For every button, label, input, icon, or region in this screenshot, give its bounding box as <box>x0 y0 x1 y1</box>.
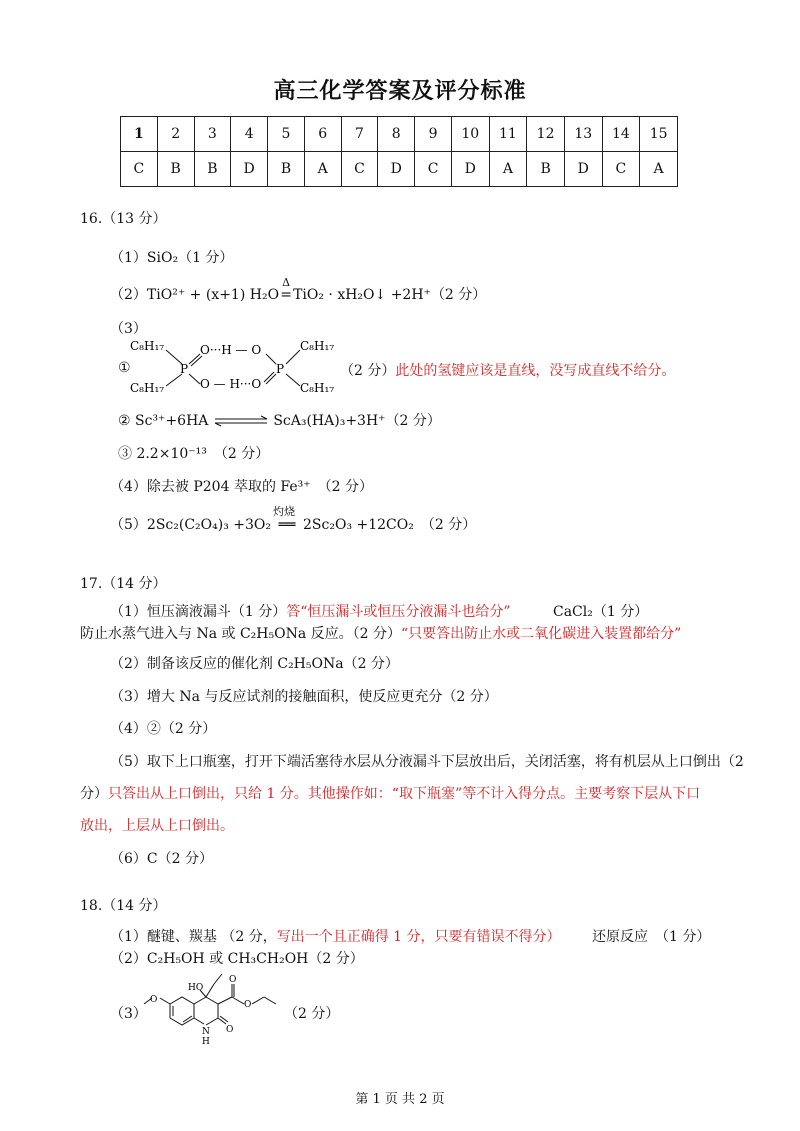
q16-part2-prefix: （2） <box>110 287 147 303</box>
q18-line3-score: （2 分） <box>284 1006 340 1022</box>
question-number-cell: 3 <box>194 117 231 152</box>
answer-cell: C <box>415 152 452 187</box>
question-number-cell: 4 <box>231 117 268 152</box>
quinolinone-structure <box>138 970 298 1050</box>
answer-cell: C <box>341 152 378 187</box>
question-number-cell: 6 <box>304 117 341 152</box>
q17-line4: （3）增大 Na 与反应试剂的接触面积，使反应更充分（2 分） <box>110 689 498 705</box>
phosphorus-atom: P <box>180 362 189 376</box>
answer-text: 分） <box>80 786 108 802</box>
question-number-cell: 11 <box>489 117 527 152</box>
bond-line <box>266 354 276 364</box>
hydrogen-bond-dimer-structure <box>126 336 346 400</box>
q16-part2-score: （2 分） <box>430 287 487 303</box>
heat-condition: Δ <box>282 276 291 289</box>
q17-line1 <box>110 601 511 621</box>
grading-note: 只答出从上口倒出，只给 1 分。其他操作如：“取下瓶塞”等不计入得分点。主要考察下层从下口 <box>108 786 701 802</box>
answer-cell: C <box>602 152 640 187</box>
reaction-left: 2Sc₂(C₂O₄)₃ +3O₂ <box>146 517 272 533</box>
reaction-right: 2Sc₂O₃ +12CO₂ <box>303 517 414 533</box>
question-number-cell: 7 <box>341 117 378 152</box>
q17-line5: （4）②（2 分） <box>110 721 217 737</box>
question-number-cell: 8 <box>378 117 415 152</box>
phosphorus-atom: P <box>276 362 285 376</box>
equilibrium-arrow-icon <box>213 415 269 427</box>
q16-part2-products: TiO₂ · xH₂O↓ +2H⁺ <box>293 287 431 303</box>
hydrogen-bond-bottom: O — H···O <box>200 377 262 391</box>
lactam-oxygen: O <box>226 1025 234 1035</box>
bond-line <box>286 350 300 364</box>
q18-line1-reaction-type: 还原反应 （1 分） <box>592 929 711 945</box>
bond-line <box>286 374 300 386</box>
question-number-cell: 14 <box>602 117 640 152</box>
q16-part3-1-score <box>340 360 675 380</box>
answer-cell: B <box>157 152 194 187</box>
q16-part3: （3） <box>110 321 147 337</box>
equilibrium-right: ScA₃(HA)₃+3H⁺ <box>273 413 386 429</box>
answer-cell: B <box>268 152 305 187</box>
answer-cell: D <box>378 152 415 187</box>
alkyl-label: C₈H₁₇ <box>300 381 335 395</box>
answer-text: （1）醚键、羰基 （2 分， <box>110 929 277 945</box>
q17-line1-cacl2: CaCl₂（1 分） <box>553 604 649 620</box>
score-text: （2 分） <box>385 413 441 429</box>
answer-cell: B <box>194 152 231 187</box>
q16-header: 16.（13 分） <box>80 211 167 227</box>
score-text: （2 分） <box>340 363 396 379</box>
question-number-cell: 12 <box>527 117 565 152</box>
reaction-condition: 灼烧 <box>273 505 296 518</box>
alkyl-label: C₈H₁₇ <box>300 339 335 353</box>
answer-table <box>120 116 678 187</box>
alkyl-label: C₈H₁₇ <box>130 381 165 395</box>
grading-note: 答“恒压漏斗或恒压分液漏斗也给分” <box>286 604 511 620</box>
hydrogen-bond-top: O···H — O <box>200 343 262 357</box>
q17-line8: 放出，上层从上口倒出。 <box>80 818 234 834</box>
answer-cell: B <box>527 152 565 187</box>
page-footer: 第 1 页 共 2 页 <box>355 1092 445 1107</box>
answer-text: （1）恒压滴液漏斗（1 分） <box>110 604 287 620</box>
question-number-cell: 10 <box>451 117 489 152</box>
answer-cell: C <box>121 152 158 187</box>
equilibrium-left: Sc³⁺+6HA <box>135 413 209 429</box>
hydrogen-atom: H <box>202 1037 210 1047</box>
question-number-cell: 1 <box>121 117 158 152</box>
ester-oxygen: O <box>244 1000 252 1010</box>
equation-sign: Δ = <box>280 276 292 303</box>
item-number: ② <box>118 413 131 429</box>
q16-part2-reactants: TiO²⁺ + (x+1) H₂O <box>146 287 280 303</box>
q18-header: 18.（14 分） <box>80 898 167 914</box>
q16-part4: （4）除去被 P204 萃取的 Fe³⁺ （2 分） <box>110 479 373 495</box>
methoxy-oxygen: O <box>150 995 158 1005</box>
score-text: （2 分） <box>427 517 477 533</box>
answer-row <box>121 152 678 187</box>
q17-line2 <box>80 623 681 643</box>
q16-part3-3: ③ 2.2×10⁻¹³ （2 分） <box>118 446 270 462</box>
q18-line3-prefix: （3） <box>110 1006 147 1022</box>
question-number-row <box>121 117 678 152</box>
q17-header: 17.（14 分） <box>80 576 167 592</box>
q18-line2: （2）C₂H₅OH 或 CH₃CH₂OH（2 分） <box>110 951 364 967</box>
grading-note: “只要答出防止水或二氧化碳进入装置都给分” <box>400 626 682 642</box>
q18-line1 <box>110 926 561 946</box>
q17-line3: （2）制备该反应的催化剂 C₂H₅ONa（2 分） <box>110 656 399 672</box>
answer-cell: D <box>451 152 489 187</box>
question-number-cell: 5 <box>268 117 305 152</box>
bond-line <box>189 374 200 384</box>
answer-cell: D <box>564 152 602 187</box>
grading-note: 此处的氢键应该是直线，没写成直线不给分。 <box>395 363 676 379</box>
q16-part3-1-num: ① <box>118 360 131 376</box>
grading-note: 写出一个且正确得 1 分，只要有错误不得分） <box>276 929 561 945</box>
question-number-cell: 15 <box>640 117 678 152</box>
q16-part1: （1）SiO₂（1 分） <box>110 250 234 266</box>
q16-part5 <box>110 505 477 534</box>
question-number-cell: 2 <box>157 117 194 152</box>
page-title: 高三化学答案及评分标准 <box>273 78 527 104</box>
question-number-cell: 9 <box>415 117 452 152</box>
q16-part3-2 <box>118 410 441 430</box>
q17-line7 <box>80 783 700 803</box>
answer-cell: D <box>231 152 268 187</box>
equation-sign: 灼烧 ══ <box>273 505 296 533</box>
answer-cell: A <box>640 152 678 187</box>
q16-part2 <box>110 276 487 304</box>
alkyl-label: C₈H₁₇ <box>130 339 165 353</box>
question-number-cell: 13 <box>564 117 602 152</box>
q17-line9: （6）C（2 分） <box>110 851 213 867</box>
q17-line6: （5）取下上口瓶塞，打开下端活塞待水层从分液漏斗下层放出后，关闭活塞，将有机层从上口倒出（2 <box>110 754 744 770</box>
nitrogen-atom: N <box>202 1027 210 1037</box>
answer-text: 防止水蒸气进入与 Na 或 C₂H₅ONa 反应。（2 分） <box>80 626 401 642</box>
answer-cell: A <box>489 152 527 187</box>
part-prefix: （5） <box>110 517 147 533</box>
carbonyl-oxygen: O <box>229 975 237 985</box>
answer-cell: A <box>304 152 341 187</box>
hydroxyl-label: HO <box>188 983 204 993</box>
